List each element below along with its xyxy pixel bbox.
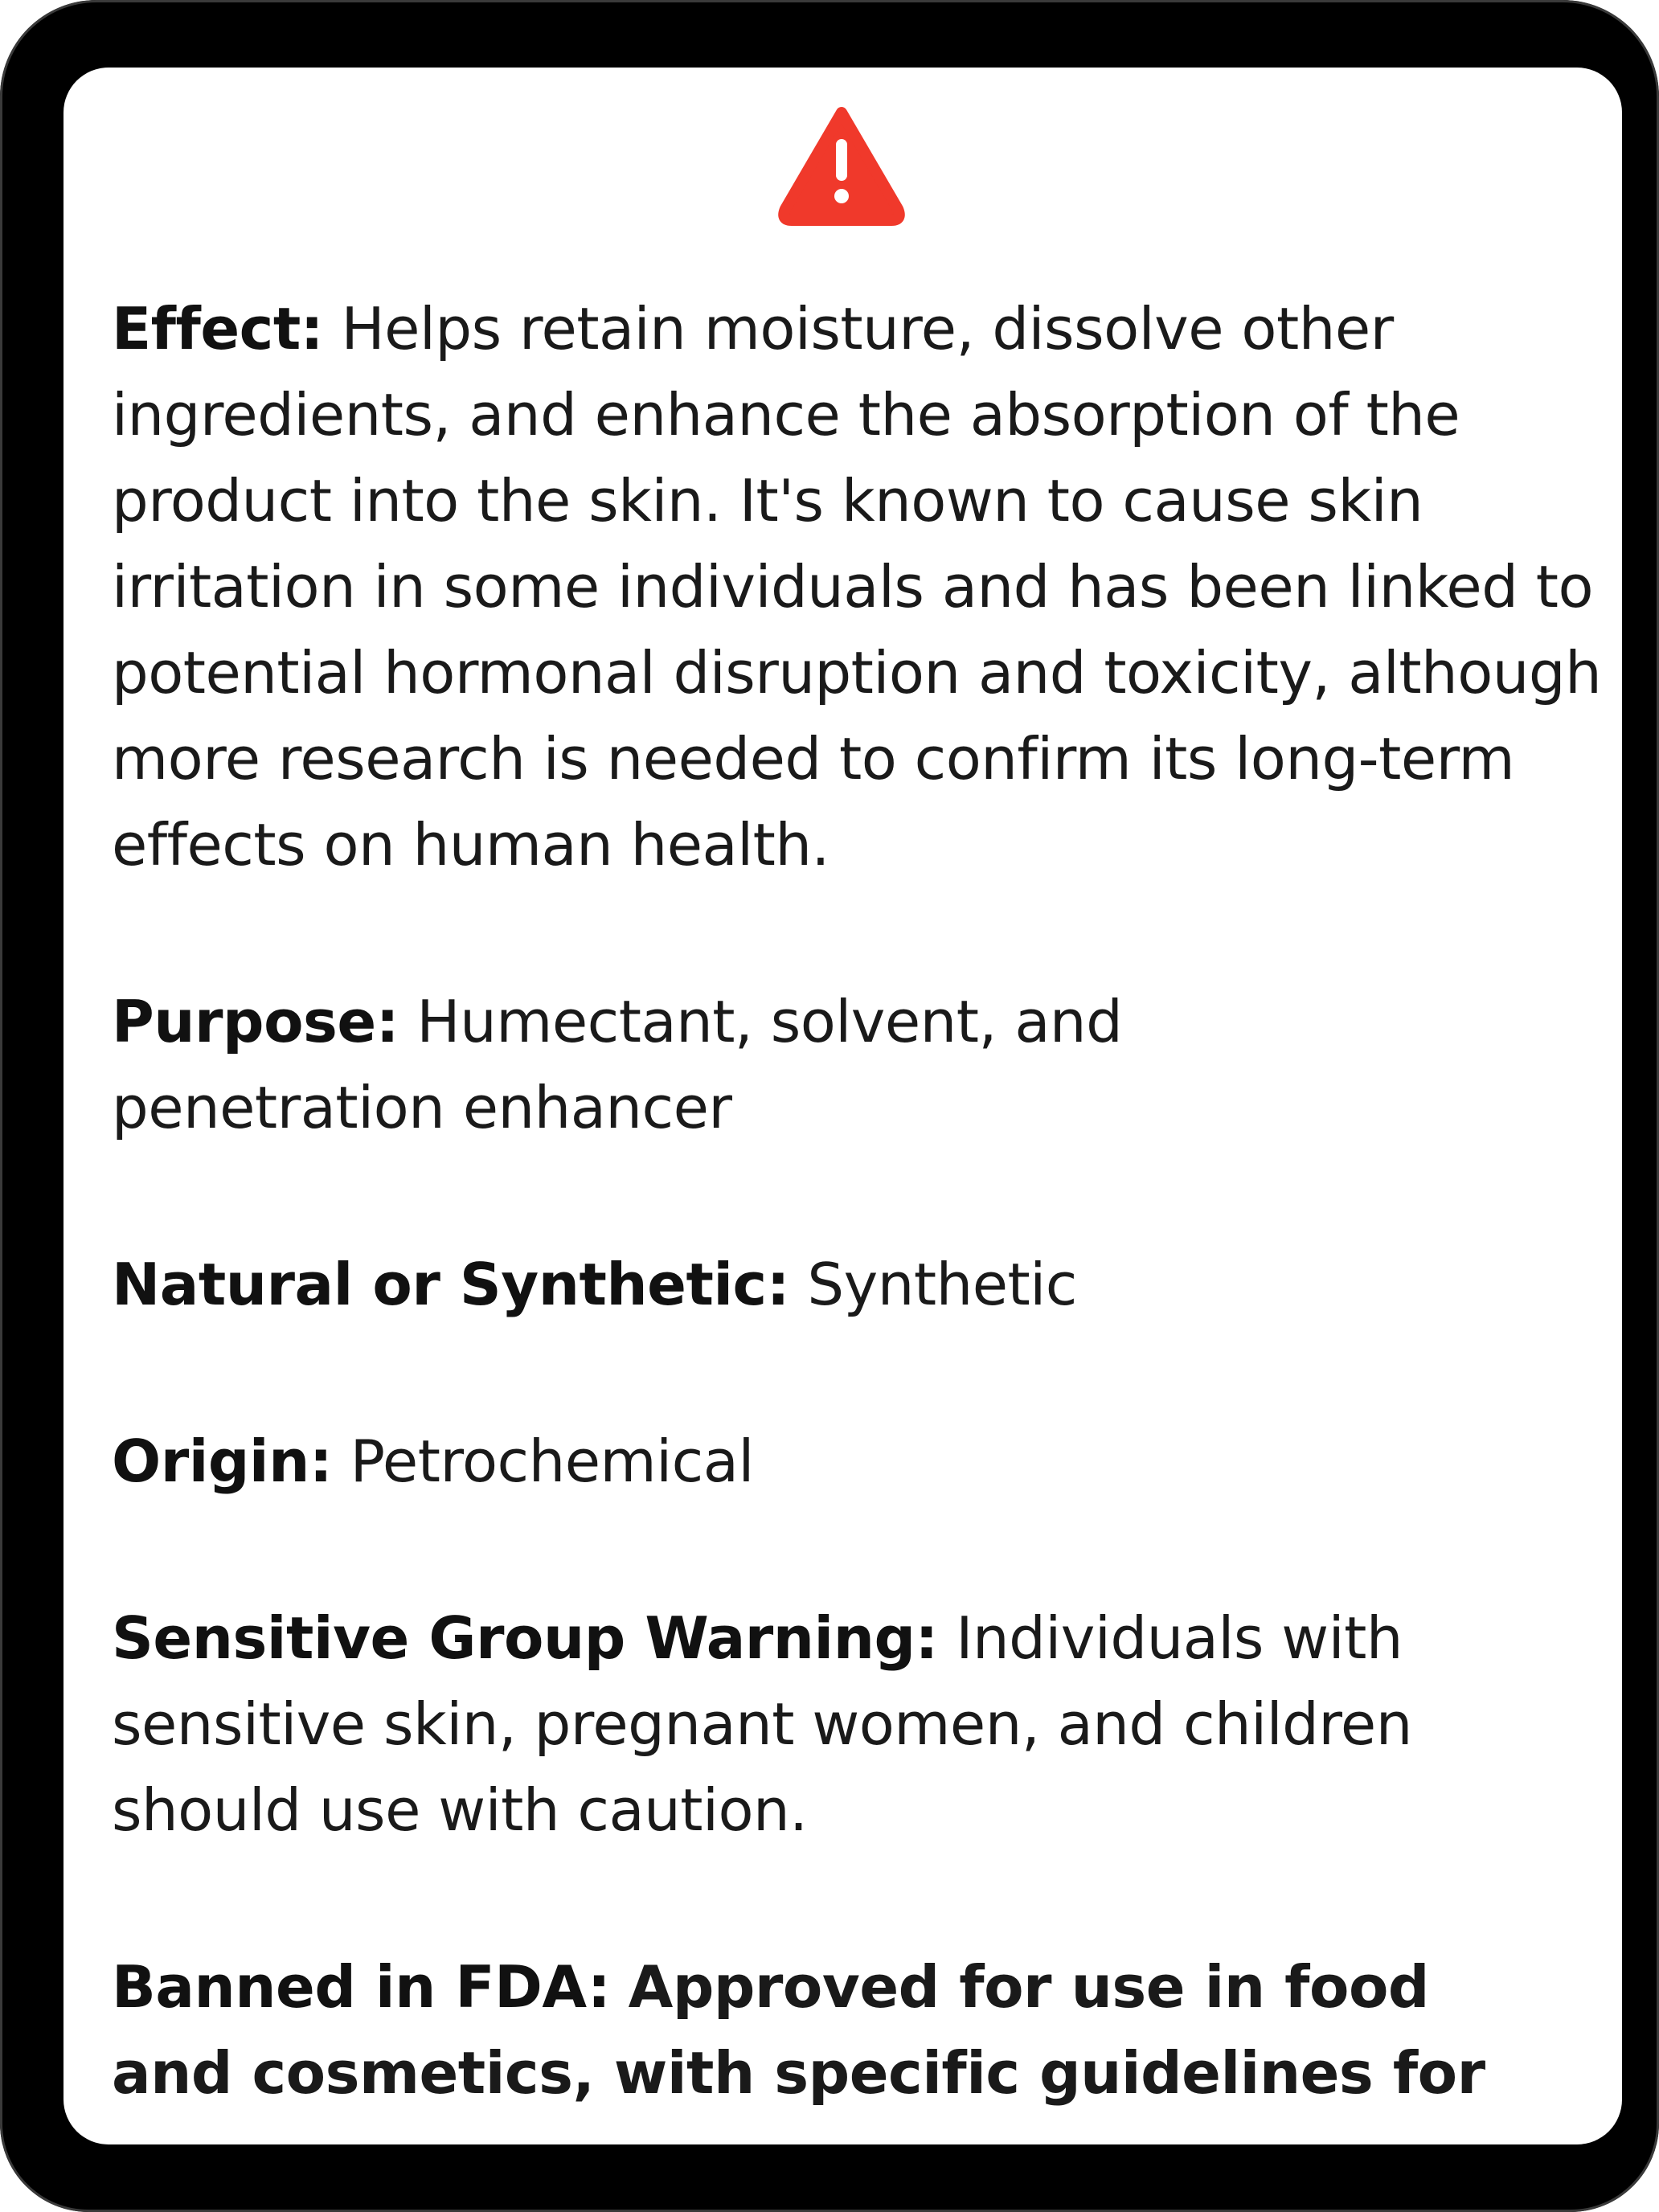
device-top-edge bbox=[1458, 0, 1546, 2]
sensitive-group-warning-label: Sensitive Group Warning: bbox=[112, 1604, 938, 1672]
origin-label: Origin: bbox=[112, 1428, 333, 1495]
effect-label: Effect: bbox=[112, 295, 324, 363]
purpose-label: Purpose: bbox=[112, 988, 399, 1055]
warning-icon bbox=[776, 103, 907, 227]
banned-in-fda-section bbox=[112, 1944, 1559, 2116]
ingredient-detail-screen[interactable] bbox=[63, 68, 1622, 2144]
warning-triangle-icon bbox=[776, 103, 907, 227]
effect-value: Helps retain moisture, dissolve other ingredients, and enhance the absorption of the product into the skin. It's known to cause skin irritation in some individuals and has been linked to potential hormonal disruption and toxicity, although more research is needed to confirm its long-term effects on human health. bbox=[112, 295, 1602, 879]
natural-or-synthetic-label: Natural or Synthetic: bbox=[112, 1251, 790, 1318]
banned-in-fda-value: Approved for use in food and cosmetics, with specific guidelines for bbox=[112, 1953, 1485, 2107]
natural-or-synthetic-section bbox=[112, 1242, 1615, 1328]
banned-in-fda-label: Banned in FDA: bbox=[112, 1953, 611, 2021]
purpose-section bbox=[112, 979, 1253, 1151]
ingredient-details bbox=[112, 286, 1615, 2144]
sensitive-group-warning-section bbox=[112, 1596, 1542, 1854]
sensitive-group-warning-value: Individuals with sensitive skin, pregnant women, and children should use with caution. bbox=[112, 1604, 1412, 1844]
natural-or-synthetic-value: Synthetic bbox=[807, 1251, 1077, 1318]
origin-section bbox=[112, 1419, 1615, 1505]
origin-value: Petrochemical bbox=[350, 1428, 754, 1495]
purpose-value: Humectant, solvent, and penetration enhancer bbox=[112, 988, 1123, 1141]
effect-section bbox=[112, 286, 1615, 888]
